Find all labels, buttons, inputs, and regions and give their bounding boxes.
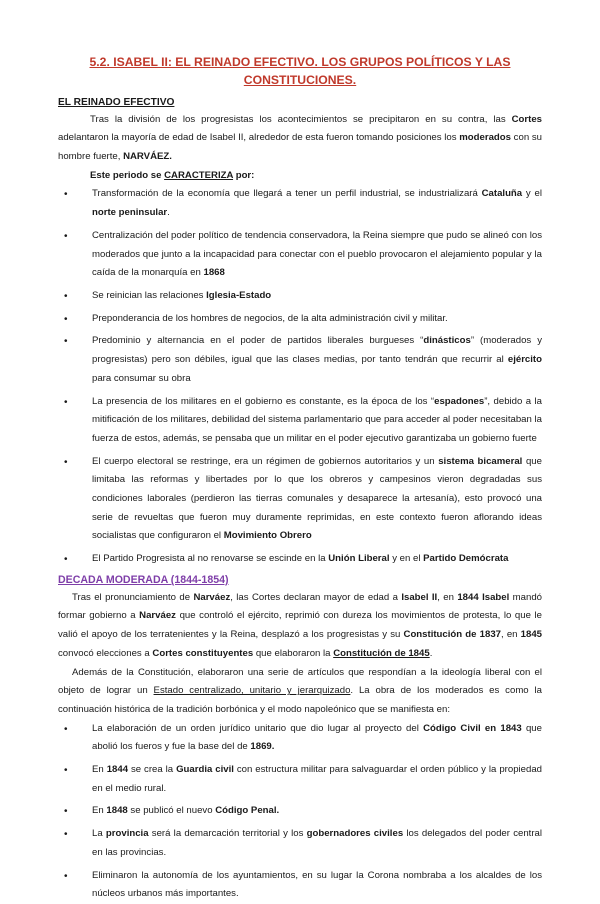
text-run: 1848 — [106, 805, 128, 817]
text-run: norte peninsular — [92, 207, 168, 219]
text-run: Tras el pronunciamiento de — [72, 591, 194, 603]
bullet-icon: • — [64, 189, 68, 201]
list-item — [64, 720, 542, 757]
text-run: Código Penal. — [215, 805, 280, 817]
text-run: Tras la división de los progresistas los acontecimientos se precipitaron en su contra, las — [90, 113, 512, 125]
text-run: Se reinician las relaciones — [92, 290, 207, 301]
text-run: El cuerpo electoral se restringe, era un régimen de gobiernos autoritarios y un — [92, 455, 439, 467]
decada-paragraph-1 — [58, 589, 542, 664]
text-run: que abolió los fueros y fue la base del de — [92, 722, 542, 753]
text-run: que limitaba las reformas y libertades por lo que los obreros y campesinos vieron degradadas sus condiciones laborales (perdieron las tierras comunales y desaparece la artesanía), esto provocó una serie de revueltas que fueron muy duramente reprimidas, en este contexto fueron aflorando ideas socialistas que configuraron el — [92, 455, 542, 542]
list-item — [64, 453, 542, 547]
text-run: con su hombre fuerte, — [58, 132, 542, 163]
bullet-icon: • — [64, 765, 68, 777]
text-run: ejército — [507, 354, 542, 366]
bullet-icon: • — [64, 230, 68, 242]
text-run: Unión Liberal — [328, 553, 390, 565]
page-title: 5.2. ISABEL II: EL REINADO EFECTIVO. LOS GRUPOS POLÍTICOS Y LAS CONSTITUCIONES. — [89, 55, 511, 87]
text-run: Movimiento Obrero — [223, 530, 312, 542]
section-heading-reinado: EL REINADO EFECTIVO — [58, 97, 175, 109]
text-run: Estado centralizado, unitario y jerarquizado — [153, 685, 351, 697]
text-run: adelantaron la mayoría de edad de Isabel II, alrededor de esta fueron tomando posiciones los — [58, 132, 460, 144]
list-item — [64, 761, 542, 798]
text-run: por: — [233, 169, 255, 181]
text-run: La — [92, 828, 106, 840]
text-run: será la demarcación territorial y los — [148, 828, 307, 840]
text-run: Además de la Constitución, elaboraron una serie de artículos que respondían a la ideología liberal con el objeto de lograr un — [58, 666, 542, 697]
text-run: 1844 Isabel — [457, 591, 510, 603]
text-run: La elaboración de un orden jurídico unitario que dio lugar al proyecto del — [92, 722, 424, 734]
list-item — [64, 287, 542, 306]
text-run: ” (moderados y progresistas) pero son débiles, igual que las clases medias, por tanto tendrán que recurrir al — [92, 335, 542, 366]
characteristics-intro — [58, 167, 542, 186]
text-run: 1845 — [520, 629, 542, 641]
text-run: mandó formar gobierno a — [58, 591, 542, 622]
bullet-icon: • — [64, 291, 68, 302]
text-run: El Partido Progresista al no renovarse se escinde en la — [92, 553, 329, 565]
text-run: NARVÁEZ. — [123, 151, 172, 163]
text-run: Narváez — [193, 591, 231, 603]
characteristics-list — [58, 185, 542, 568]
text-run: Constitución de 1837 — [403, 629, 501, 641]
text-run: Preponderancia de los hombres de negocios, de la alta administración civil y militar. — [92, 312, 448, 324]
text-run: Isabel II — [401, 591, 438, 603]
text-run: convocó elecciones a — [58, 647, 153, 659]
bullet-icon: • — [64, 870, 68, 882]
text-run: se publicó el nuevo — [127, 805, 216, 817]
text-run: Código Civil en 1843 — [423, 722, 522, 734]
bullet-icon: • — [64, 806, 68, 818]
bullet-icon: • — [64, 456, 68, 468]
text-run: , en — [501, 629, 521, 641]
section-heading-decada-moderada: DECADA MODERADA (1844-1854) — [58, 573, 229, 586]
text-run: Cortes — [511, 113, 542, 125]
text-run: y el — [522, 188, 542, 200]
list-item — [64, 332, 542, 388]
list-item — [64, 393, 542, 449]
text-run: Constitución de 1845 — [333, 647, 430, 659]
text-run: 1869. — [250, 741, 275, 753]
text-run: Iglesia-Estado — [206, 290, 272, 301]
list-item — [64, 227, 542, 283]
text-run: que controló el ejército, reprimió con dureza los movimientos de protesta, lo que le valió el apoyo de los terratenientes y la Reina, desplazó a los progresistas y su — [58, 610, 542, 641]
bullet-icon: • — [64, 396, 68, 408]
bullet-icon: • — [64, 829, 68, 841]
bullet-icon: • — [64, 336, 68, 348]
text-run: sistema bicameral — [438, 455, 523, 467]
text-run: Transformación de la economía que llegará a tener un perfil industrial, se industrializará — [92, 188, 482, 200]
text-run: Narváez — [139, 610, 176, 622]
text-run: . La obra de los moderados es como la continuación histórica de la tradición borbónica y el modo napoleónico que se manifiesta en: — [58, 685, 542, 715]
text-run: 1868 — [203, 267, 225, 279]
text-run: En — [92, 764, 107, 776]
text-run: , en — [437, 591, 458, 603]
text-run: con estructura militar para salvaguardar el orden público y la propiedad en el medio rural. — [92, 764, 542, 794]
text-run: Guardia civil — [176, 764, 234, 776]
list-item — [64, 825, 542, 862]
text-run: que elaboraron la — [253, 647, 334, 659]
section-reinado-efectivo — [58, 95, 542, 568]
moderados-measures-list — [58, 720, 542, 904]
decada-paragraph-2 — [58, 664, 542, 720]
text-run: Eliminaron la autonomía de los ayuntamientos, en su lugar la Corona nombraba a los alcaldes de los núcleos urbanos más importantes. — [92, 869, 542, 900]
text-run: . — [429, 647, 433, 659]
intro-paragraph — [58, 111, 542, 167]
text-run: provincia — [105, 828, 149, 840]
list-item — [64, 867, 542, 904]
text-run: gobernadores civiles — [306, 828, 404, 840]
text-run: y en el — [389, 553, 424, 565]
text-run: Centralización del poder político de tendencia conservadora, la Reina siempre que pudo se alineó con los moderados que junto a la incapacidad para conectar con el pueblo provocaron el alejamiento popular y la caída de la monarquía en — [92, 229, 542, 279]
text-run: Este periodo se — [90, 169, 165, 181]
text-run: 1844 — [106, 764, 129, 776]
text-run: espadones — [434, 395, 485, 407]
text-run: se crea la — [128, 764, 177, 776]
text-run: Partido Demócrata — [423, 553, 509, 565]
bullet-icon: • — [64, 554, 68, 566]
bullet-icon: • — [64, 313, 68, 325]
text-run: Cortes constituyentes — [152, 647, 254, 659]
list-item — [64, 185, 542, 222]
text-run: ”, debido a la mitificación de los militares, debilidad del sistema parlamentario que para acceder al poder necesitaban la fuerza de estos, además, se pensaba que un militar en el poder ejecutivo garantizaba un gobierno fuerte — [92, 395, 542, 444]
text-run: CARACTERIZA — [164, 169, 234, 181]
text-run: los delegados del poder central en las provincias. — [92, 828, 542, 858]
text-run: . — [167, 207, 170, 219]
text-run: , las Cortes declaran mayor de edad a — [230, 591, 402, 603]
list-item — [64, 310, 542, 329]
text-run: Predominio y alternancia en el poder de partidos liberales burgueses “ — [92, 335, 424, 347]
section-decada-moderada — [58, 573, 542, 904]
text-run: dinásticos — [423, 335, 471, 347]
bullet-icon: • — [64, 723, 68, 735]
text-run: En — [92, 805, 107, 817]
list-item — [64, 802, 542, 821]
list-item — [64, 550, 542, 569]
text-run: La presencia de los militares en el gobierno es constante, es la época de los “ — [92, 395, 435, 407]
text-run: Cataluña — [481, 188, 523, 200]
text-run: para consumar su obra — [92, 372, 191, 384]
text-run: moderados — [459, 132, 511, 144]
